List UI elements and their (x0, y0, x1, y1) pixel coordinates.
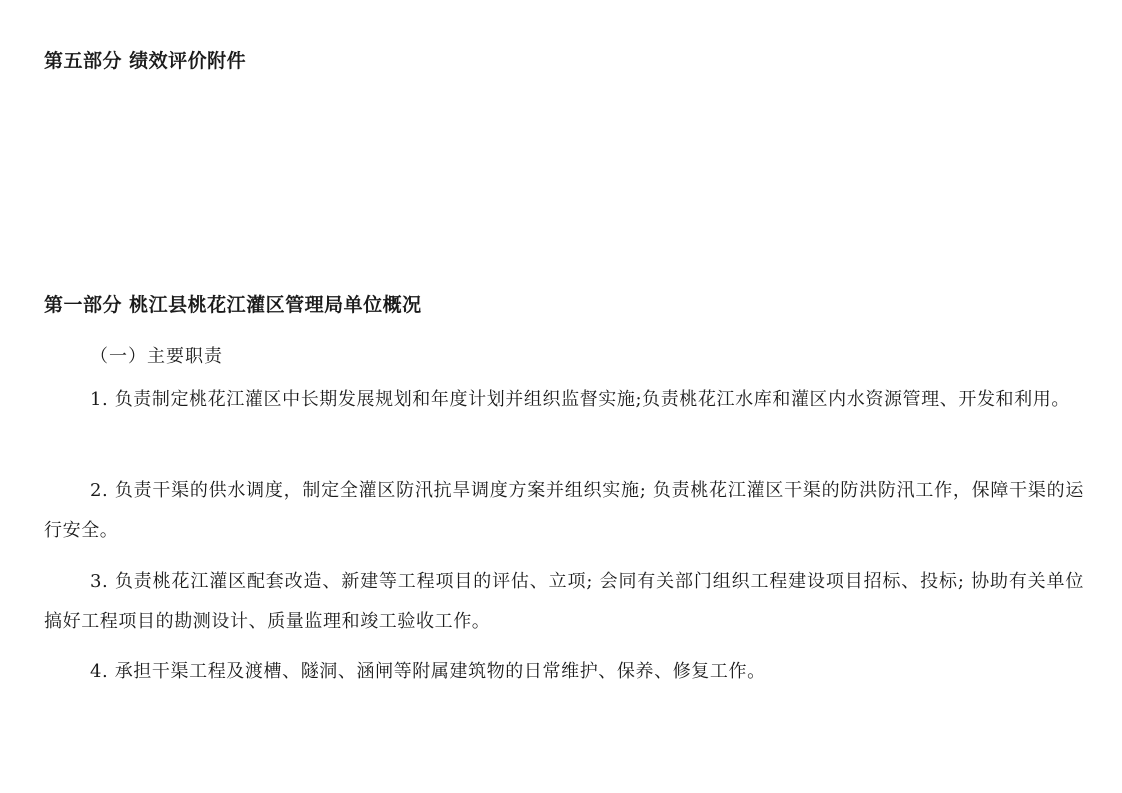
duty-paragraph-4: 4. 承担干渠工程及渡槽、隧洞、涵闸等附属建筑物的日常维护、保养、修复工作。 (90, 661, 766, 682)
duty-paragraph-3: 3. 负责桃花江灌区配套改造、新建等工程项目的评估、立项; 会同有关部门组织工程建设项目招标、投标; 协助有关单位搞好工程项目的勘测设计、质量监理和竣工验收工作。 (44, 571, 1084, 632)
section-1-title: 第一部分 桃江县桃花江灌区管理局单位概况 (44, 294, 422, 316)
duty-paragraph-2: 2. 负责干渠的供水调度，制定全灌区防汛抗旱调度方案并组织实施; 负责桃花江灌区干渠的防洪防汛工作，保障干渠的运行安全。 (44, 480, 1084, 541)
duty-paragraph-1: 1. 负责制定桃花江灌区中长期发展规划和年度计划并组织监督实施;负责桃花江水库和灌区内水资源管理、开发和利用。 (90, 389, 1070, 410)
subsection-title: （一）主要职责 (90, 346, 223, 367)
section-5-title: 第五部分 绩效评价附件 (44, 50, 247, 72)
